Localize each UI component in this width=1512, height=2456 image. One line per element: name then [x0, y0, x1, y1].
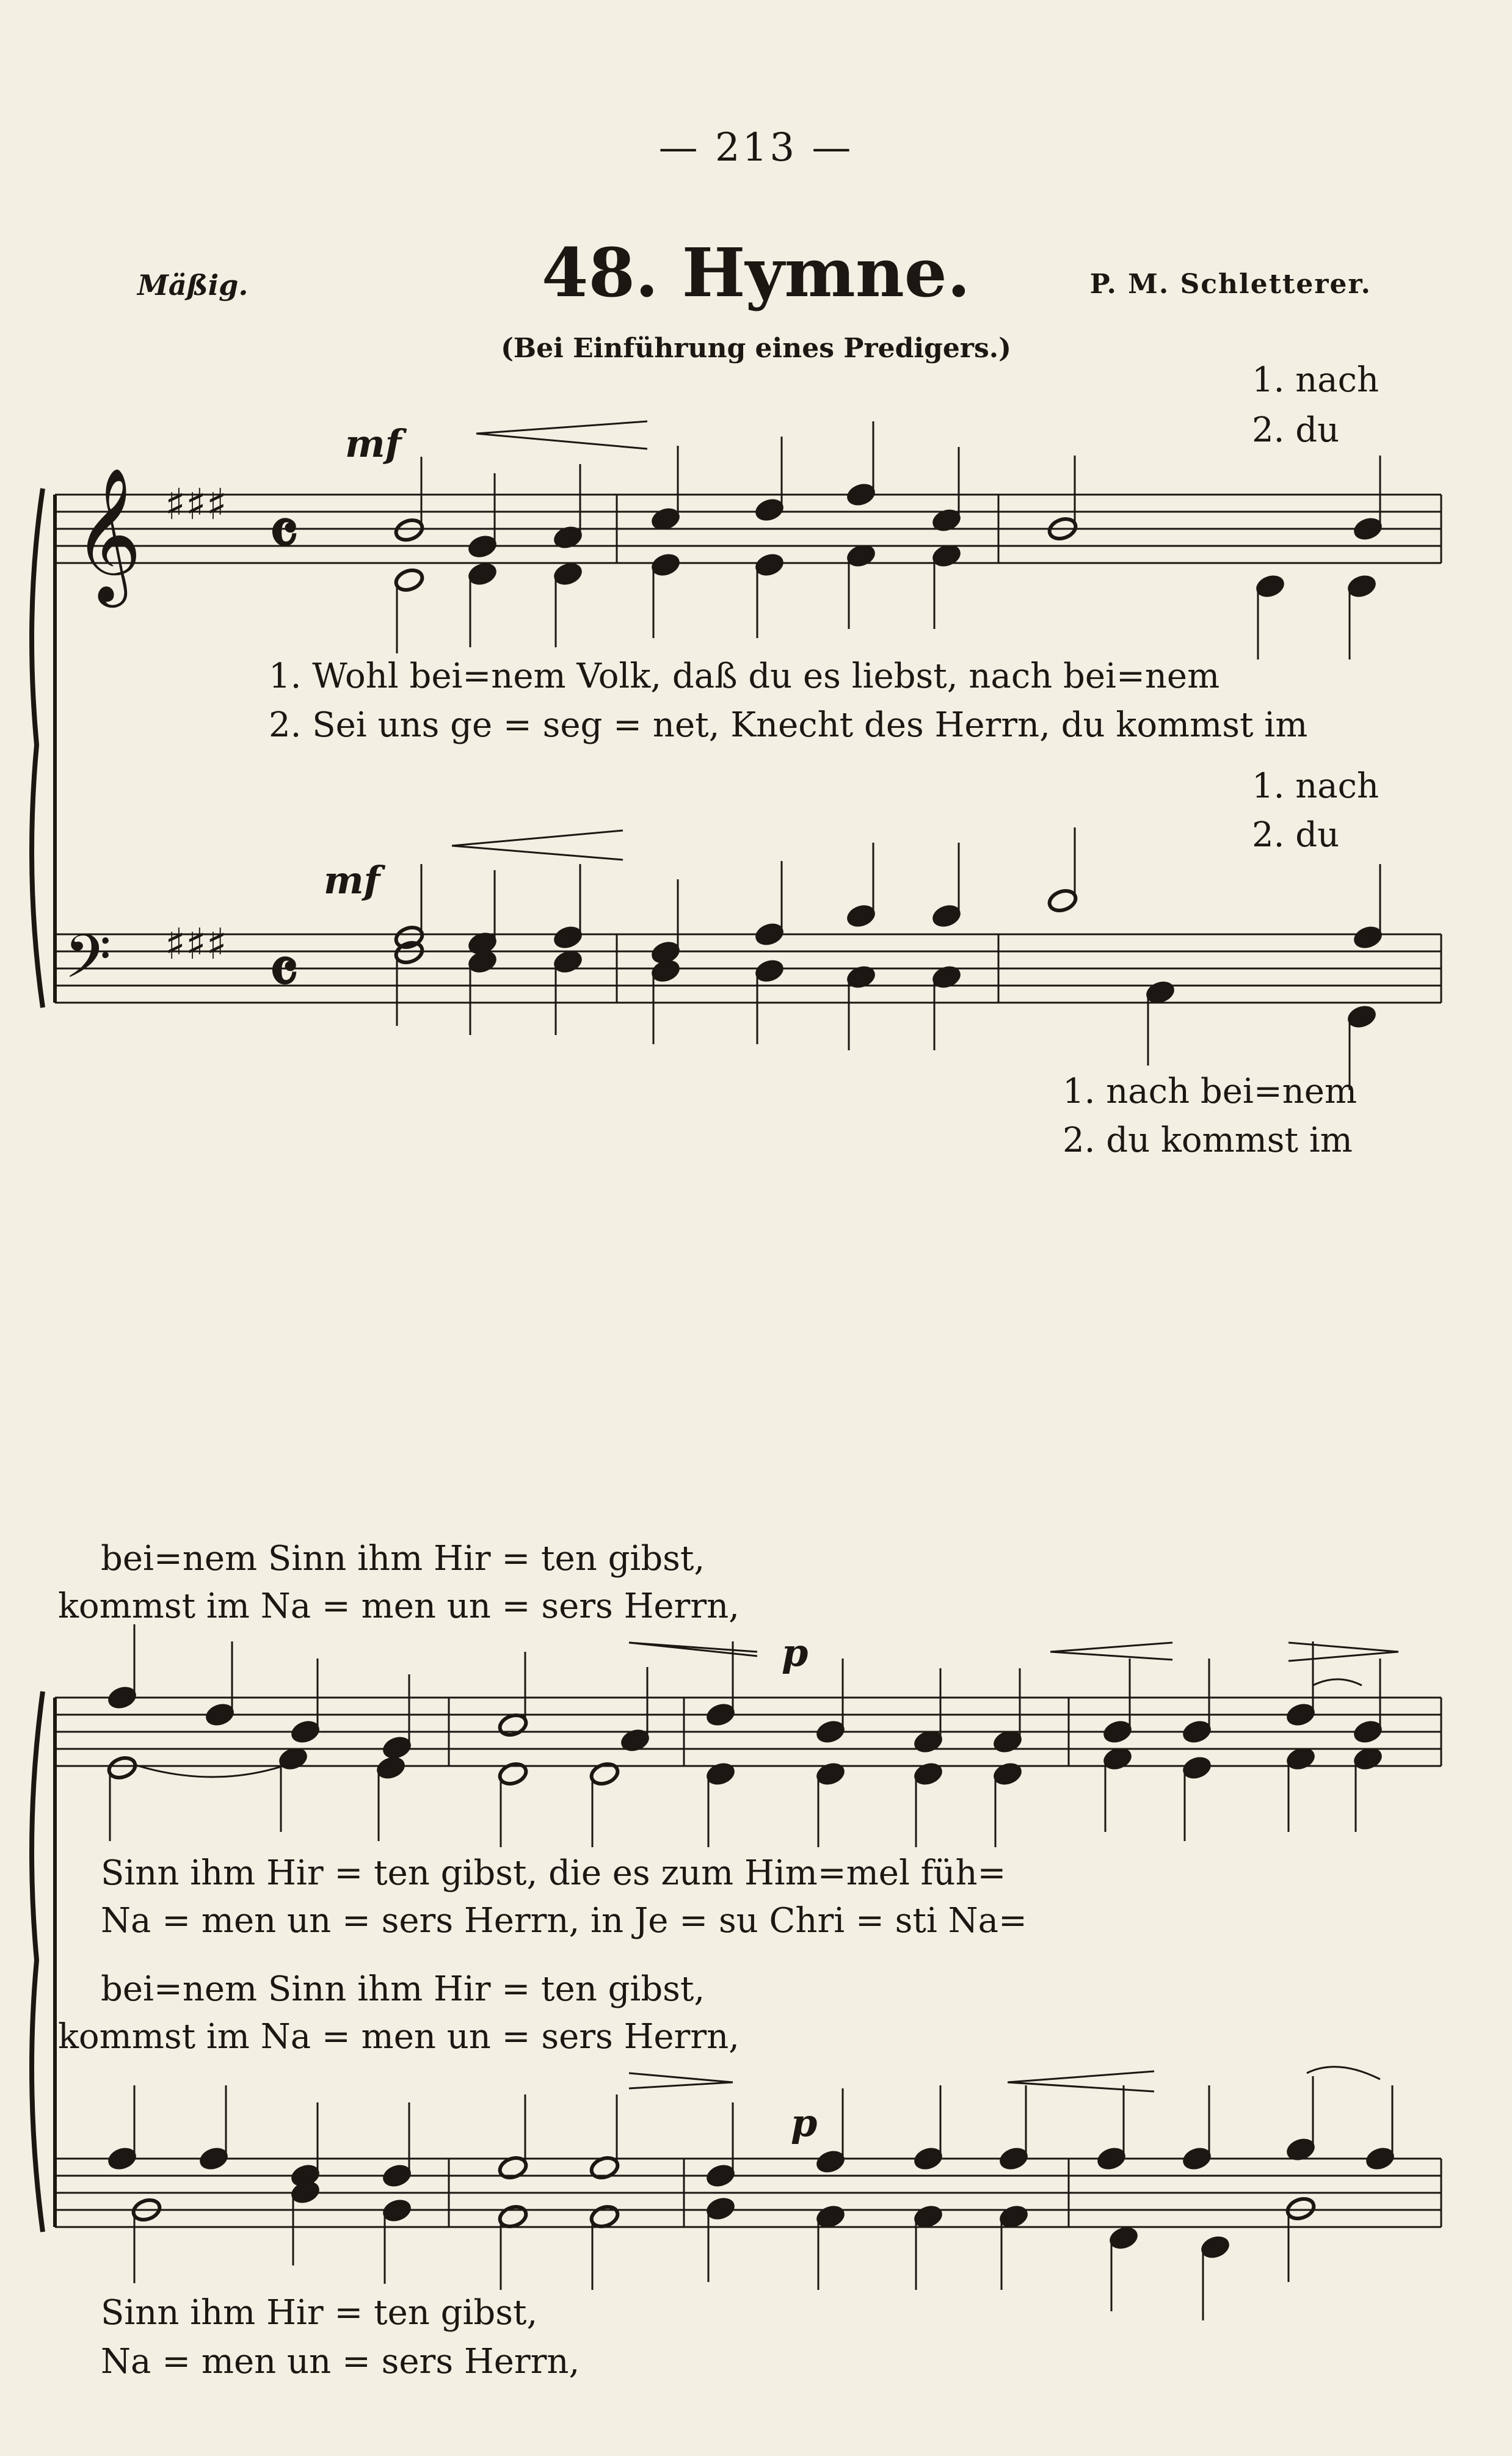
notehead [497, 2203, 529, 2229]
notehead [467, 533, 498, 559]
treble-clef-icon: 𝄞 [73, 467, 142, 601]
notehead [705, 1760, 736, 1787]
notehead [552, 924, 584, 950]
notehead [931, 903, 962, 929]
sys2-lower-verse-2: kommst im Na = men un = sers Herrn, [58, 2017, 740, 2057]
ending-1-treble: 1. nach [1252, 360, 1379, 400]
notehead [375, 1754, 407, 1781]
notehead [1352, 1718, 1384, 1745]
notehead [204, 1701, 236, 1728]
notehead [754, 551, 785, 578]
sys2-bottom-verse-1: Sinn ihm Hir = ten gibst, [101, 2293, 538, 2333]
notehead [992, 1760, 1023, 1787]
dynamic-mf-treble: mf [345, 421, 402, 466]
notehead [393, 517, 425, 543]
notehead [1108, 2225, 1139, 2251]
notehead [998, 2145, 1030, 2171]
notehead [754, 496, 785, 523]
verse-2-line: 2. Sei uns ge = seg = net, Knecht des Herrn, du kommst im [269, 705, 1308, 745]
notehead [381, 2197, 413, 2223]
notehead [912, 1760, 944, 1787]
notehead [589, 1760, 620, 1787]
svg-text:𝄴: 𝄴 [269, 932, 299, 1011]
notehead [381, 1734, 413, 1760]
verse-1-line: 1. Wohl bei=nem Volk, daß du es liebst, nach bei=nem [269, 656, 1220, 696]
staff-system1-treble [55, 495, 1441, 563]
svg-text:♯♯♯: ♯♯♯ [165, 918, 227, 969]
notehead [106, 1754, 138, 1781]
notehead [198, 2145, 230, 2171]
ending-2-treble: 2. du [1252, 410, 1340, 450]
notehead [815, 1718, 846, 1745]
dynamic-p-upper: p [782, 1630, 809, 1675]
hymn-title: 48. Hymne. [541, 233, 971, 312]
notehead [589, 2203, 620, 2229]
notehead [1285, 2195, 1317, 2222]
notehead [1346, 1003, 1378, 1030]
notehead [1352, 515, 1384, 542]
notehead [815, 2203, 846, 2229]
notehead [912, 2203, 944, 2229]
notehead [1096, 2145, 1127, 2171]
notehead [1102, 1718, 1133, 1745]
notehead [381, 2162, 413, 2189]
notehead [705, 2162, 736, 2189]
notehead [650, 551, 681, 578]
notehead [497, 1760, 529, 1787]
notehead [705, 1701, 736, 1728]
notehead [650, 957, 681, 984]
notehead [1181, 1718, 1213, 1745]
key-signature-sharps: ♯♯♯ [165, 479, 227, 529]
notehead [1254, 573, 1286, 599]
notehead [393, 567, 425, 593]
notehead [815, 1760, 846, 1787]
staff-system1-bass [55, 934, 1441, 1003]
notehead [1346, 573, 1378, 599]
notehead [1144, 979, 1176, 1005]
notehead [106, 2145, 138, 2171]
notehead [1352, 924, 1384, 950]
notehead [552, 948, 584, 975]
bass-clef-icon: 𝄢 [64, 922, 112, 1007]
notehead [467, 948, 498, 975]
sys2-lower-verse-1: bei=nem Sinn ihm Hir = ten gibst, [101, 1969, 705, 2009]
notehead [1047, 887, 1078, 914]
staff-system2-lower [55, 2159, 1441, 2227]
notehead [1285, 1701, 1317, 1728]
tempo-marking: Mäßig. [137, 269, 249, 302]
dynamic-p-lower: p [791, 2101, 818, 2145]
notehead [1181, 2145, 1213, 2171]
subtitle: (Bei Einführung eines Predigers.) [501, 333, 1011, 364]
notehead [998, 2203, 1030, 2229]
sys2-mid-verse-2: Na = men un = sers Herrn, in Je = su Chri = sti Na= [101, 1901, 1027, 1941]
ending-2-bass: 2. du [1252, 815, 1340, 855]
common-time-icon: 𝄴 [269, 494, 299, 573]
notehead [1364, 2145, 1396, 2171]
notehead [754, 957, 785, 984]
notehead [552, 561, 584, 587]
sys2-above-verse-1: bei=nem Sinn ihm Hir = ten gibst, [101, 1539, 705, 1579]
page-number: — 213 — [658, 125, 854, 170]
notehead [467, 561, 498, 587]
composer: P. M. Schletterer. [1089, 269, 1372, 300]
sys2-bottom-verse-2: Na = men un = sers Herrn, [101, 2342, 580, 2382]
notehead [1199, 2234, 1231, 2260]
bass-verse-2: 2. du kommst im [1063, 1121, 1353, 1160]
staff-system2-upper [55, 1698, 1441, 1766]
notehead [912, 2145, 944, 2171]
notehead [705, 2195, 736, 2222]
bass-verse-1: 1. nach bei=nem [1063, 1072, 1358, 1111]
notehead [815, 2148, 846, 2174]
dynamic-mf-bass: mf [324, 858, 380, 903]
sys2-above-verse-2: kommst im Na = men un = sers Herrn, [58, 1586, 740, 1626]
notehead [106, 1684, 138, 1710]
notehead [845, 903, 877, 929]
notehead [497, 1712, 529, 1738]
notehead [845, 481, 877, 507]
notehead [754, 921, 785, 947]
notehead [289, 1718, 321, 1745]
ending-1-bass: 1. nach [1252, 766, 1379, 806]
notehead [1181, 1754, 1213, 1781]
sys2-mid-verse-1: Sinn ihm Hir = ten gibst, die es zum Him=mel füh= [101, 1853, 1006, 1893]
